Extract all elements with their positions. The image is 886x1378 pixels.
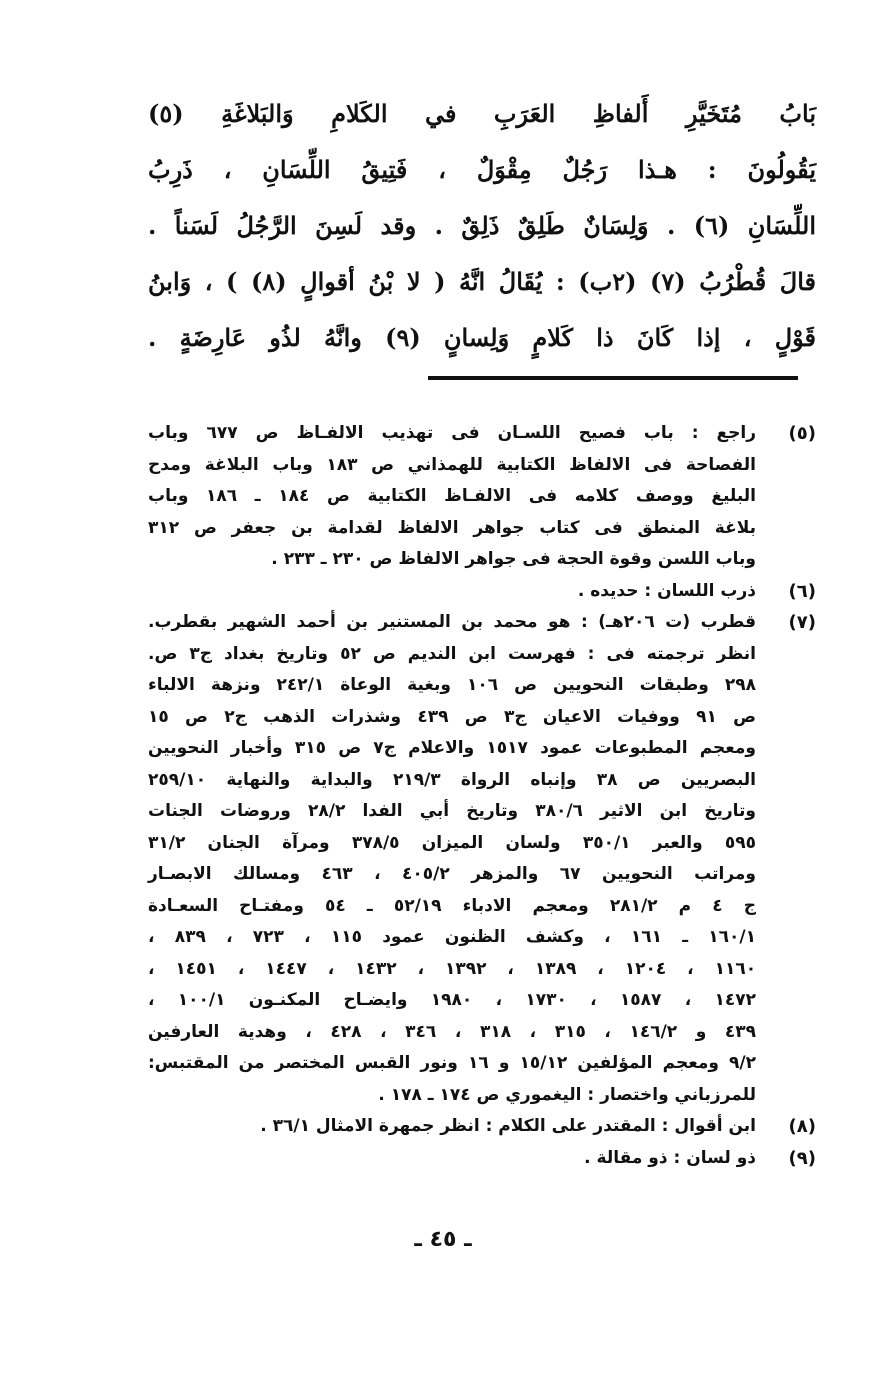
footnote-6 [148, 576, 816, 608]
footnote-line: انظر ترجمته فى : فهرست ابن النديم ص ٥٢ وتاريخ بغداد ج٣ ص. [148, 643, 756, 664]
footnote-number: (٧) [788, 612, 816, 633]
main-text-line: بَابُ مُتَخَيَّرِ أَلفاظِ العَرَبِ في الكَلامِ وَالبَلاغَةِ (٥) [148, 99, 816, 128]
footnote-line: ١١٦٠ ، ١٢٠٤ ، ١٣٨٩ ، ١٣٩٢ ، ١٤٣٢ ، ١٤٤٧ ، ١٤٥١ ، [148, 958, 757, 979]
footnote-line: الفصاحة فى الالفاظ الكتابية للهمذاني ص ١٨٣ وباب البلاغة ومدح [148, 454, 756, 475]
footnote-line: ج ٤ م ٢٨١/٢ ومعجم الادباء ٥٢/١٩ ـ ٥٤ ومفتـاح السعـادة [148, 895, 757, 916]
footnote-line: ابن أقوال : المقتدر على الكلام : انظر جمهرة الامثال ٣٦/١ . [260, 1116, 756, 1136]
footnote-7 [148, 607, 816, 1111]
footnote-number: (٨) [788, 1116, 816, 1137]
footnote-5 [148, 418, 816, 576]
main-text [148, 86, 816, 366]
footnote-line: ٩/٢ ومعجم المؤلفين ١٥/١٢ و ١٦ ونور القبس المختصر من المقتبس: [148, 1053, 757, 1073]
footnote-9 [148, 1143, 816, 1175]
footnote-line: ١٦٠/١ ـ ١٦١ ، وكشف الظنون عمود ١١٥ ، ٧٢٣ ، ٨٣٩ ، [148, 927, 756, 947]
page-number: ـ ٤٥ ـ [414, 1227, 472, 1252]
footnote-line: ١٤٧٢ ، ١٥٨٧ ، ١٧٣٠ ، ١٩٨٠ وايضـاح المكنـون ١٠٠/١ ، [148, 990, 757, 1010]
main-text-line: قالَ قُطْرُبُ (٧) (٢ب) : يُقَالُ انَّهُ ( لا بْنُ أقوالٍ (٨) ) ، وَابنُ [148, 267, 816, 296]
footnotes [148, 418, 816, 1174]
footnote-number: (٩) [788, 1147, 816, 1169]
footnote-number: (٦) [788, 580, 816, 602]
footnote-line: وتاريخ ابن الاثير ٣٨٠/٦ وتاريخ أبي الفدا ٢٨/٢ وروضات الجنات [148, 801, 756, 821]
footnote-line: ص ٩١ ووفيات الاعيان ج٣ ص ٤٣٩ وشذرات الذهب ج٢ ص ١٥ [148, 706, 756, 727]
footnote-line: ٥٩٥ والعبر ٣٥٠/١ ولسان الميزان ٣٧٨/٥ ومرآة الجنان ٣١/٢ [148, 832, 756, 853]
main-text-line: يَقُولُونَ : هـذا رَجُلٌ مِقْوَلٌ ، فَتِيقُ اللِّسَانِ ، ذَرِبُ [148, 155, 817, 184]
footnote-line: راجع : باب فصيح اللسـان فى تهذيب الالفـاظ ص ٦٧٧ وباب [148, 423, 756, 443]
footnote-number: (٥) [788, 423, 816, 444]
footnote-line: ٢٩٨ وطبقات النحويين ص ١٠٦ وبغية الوعاة ٢٤٢/١ ونزهة الالباء [148, 675, 756, 695]
footnote-line: البصريين ص ٣٨ وإنباه الرواة ٢١٩/٣ والبداية والنهاية ٢٥٩/١٠ [148, 769, 757, 790]
footnote-line: وباب اللسن وقوة الحجة فى جواهر الالفاظ ص ٢٣٠ ـ ٢٣٣ . [271, 549, 756, 569]
footnote-line: ومعجم المطبوعات عمود ١٥١٧ والاعلام ج٧ ص ٣١٥ وأخبار النحويين [148, 738, 756, 758]
main-text-line: اللِّسَانِ (٦) . وَلِسَانٌ طَلِقٌ ذَلِقٌ . وقد لَسِنَ الرَّجُلُ لَسَناً . [148, 211, 817, 240]
footnote-line: ذرب اللسان : حديده . [577, 580, 756, 601]
footnote-separator [428, 376, 798, 380]
main-text-line: قَوْلٍ ، إذا كَانَ ذا كَلامٍ وَلِسانٍ (٩) وانَّهُ لذُو عَارِضَةٍ . [148, 323, 816, 352]
footnote-line: ذو لسان : ذو مقالة . [584, 1147, 756, 1168]
footnote-line: بلاغة المنطق فى كتاب جواهر الالفاظ لقدامة بن جعفر ص ٣١٢ [148, 517, 756, 538]
footnote-line: قطرب (ت ٢٠٦هـ) : هو محمد بن المستنير بن أحمد الشهير بقطرب. [148, 612, 756, 632]
footnote-line: البليغ ووصف كلامه فى الالفـاظ الكتابية ص ١٨٤ ـ ١٨٦ وباب [148, 486, 757, 506]
footnote-8 [148, 1111, 816, 1143]
footnote-line: للمرزباني واختصار : اليغموري ص ١٧٤ ـ ١٧٨ . [378, 1084, 756, 1105]
footnote-line: ومراتب النحويين ٦٧ والمزهر ٤٠٥/٢ ، ٤٦٣ ومسالك الابصـار [148, 864, 756, 884]
footnote-line: ٤٣٩ و ١٤٦/٢ ، ٣١٥ ، ٣١٨ ، ٣٤٦ ، ٤٢٨ ، وهدية العارفين [148, 1021, 757, 1042]
